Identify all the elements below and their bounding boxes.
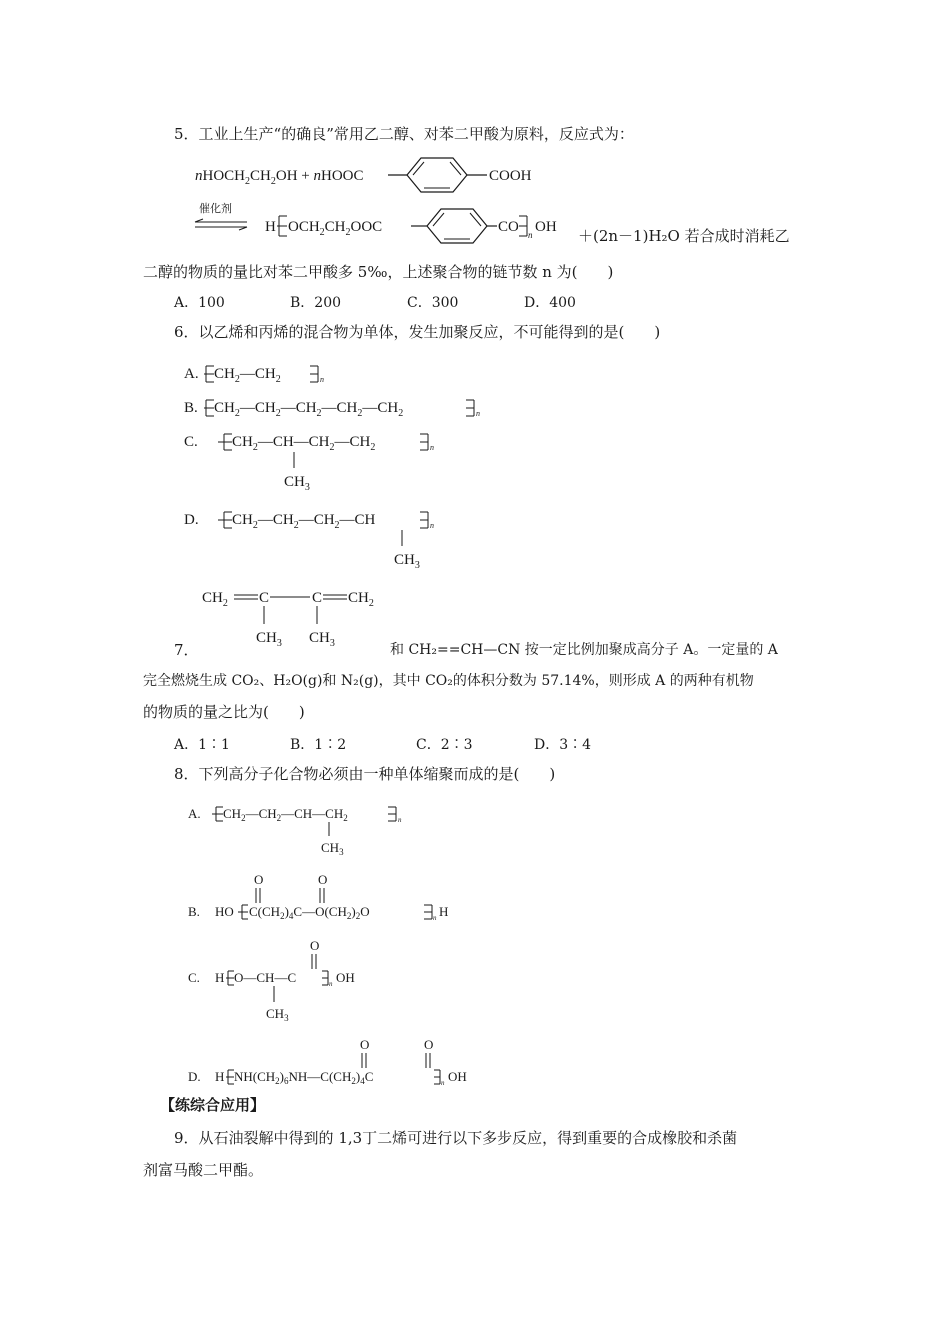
- q5-option-c[interactable]: C．300: [407, 295, 459, 311]
- q6-option-c[interactable]: [184, 426, 464, 496]
- q8-option-a[interactable]: [188, 800, 428, 860]
- svg-text:n: n: [528, 230, 533, 240]
- q6-option-a[interactable]: [184, 358, 364, 386]
- q8-option-d[interactable]: [188, 1035, 488, 1090]
- svg-text:H: H: [215, 970, 225, 985]
- svg-text:O—CH—C: O—CH—C: [234, 970, 297, 985]
- svg-text:CH2—CH2—CH2—CH: $CH_2—CH_2—CH_2—CH$: [232, 512, 376, 531]
- svg-text:NH(CH2)6NH—C(CH2)4C: $NH(CH_2)_6NH—C(CH_2)_4C$: [234, 1069, 374, 1086]
- catalyst-label: 催化剂: [199, 203, 232, 215]
- benzene-ring-icon: [407, 158, 467, 192]
- q5-byproduct: ＋(2n－1)H₂O 若合成时消耗乙: [578, 227, 790, 245]
- svg-text:C: C: [312, 590, 323, 606]
- svg-text:D.: D.: [184, 512, 199, 528]
- svg-text:CH2—CH2: $CH_2—CH_2$: [214, 366, 281, 385]
- svg-text:OCH2CH2OOC: $OCH_2CH_2OOC$: [288, 219, 383, 238]
- svg-text:H: H: [215, 1069, 225, 1084]
- svg-text:n: n: [398, 816, 402, 824]
- svg-text:D.: D.: [188, 1069, 201, 1084]
- svg-text:nHOCH2CH2OH + nHOOC: $nHOCH_2CH_2OH$ + nHOOC: [195, 168, 364, 187]
- svg-text:OH: OH: [336, 970, 355, 985]
- svg-text:C: C: [259, 590, 270, 606]
- q5-option-a[interactable]: A．100: [174, 295, 225, 311]
- svg-text:CH3: $CH_3$: [321, 840, 344, 857]
- svg-text:C.: C.: [184, 434, 198, 450]
- q5-product-formula: [195, 200, 595, 250]
- benzene-ring-icon: [427, 209, 487, 243]
- svg-text:OH: OH: [448, 1069, 467, 1084]
- svg-text:CH3: $CH_3$: [284, 474, 310, 493]
- svg-text:CH3: $CH_3$: [394, 552, 420, 571]
- q7-stem: 和 CH₂==CH—CN 按一定比例加聚成高分子 A。一定量的 A: [390, 642, 778, 658]
- svg-text:n: n: [430, 443, 434, 452]
- q7-option-c[interactable]: C．2∶3: [416, 737, 473, 753]
- q7-monomer-formula: [202, 582, 392, 652]
- q7-stem-line2: 完全燃烧生成 CO₂、H₂O(g)和 N₂(g)，其中 CO₂的体积分数为 57.14%，则形成 A 的两种有机物: [143, 673, 754, 689]
- svg-text:CH2—CH2—CH—CH2: $CH_2—CH_2—CH—CH_2$: [223, 806, 348, 823]
- q9-stem-line2: 剂富马酸二甲酯。: [143, 1161, 264, 1179]
- svg-text:O: O: [318, 872, 328, 887]
- svg-text:A.: A.: [184, 366, 199, 382]
- section-heading: 【练综合应用】: [160, 1096, 266, 1114]
- q7-option-a[interactable]: A．1∶1: [174, 737, 230, 753]
- svg-text:H: H: [439, 904, 449, 919]
- svg-text:H: H: [265, 219, 276, 235]
- svg-text:n: n: [441, 1079, 445, 1087]
- svg-text:COOH: COOH: [489, 168, 532, 184]
- q6-option-d[interactable]: [184, 504, 464, 574]
- svg-text:O: O: [360, 1037, 370, 1052]
- q5-reactant-formula: [195, 150, 555, 200]
- svg-text:CH3: $CH_3$: [256, 630, 282, 649]
- svg-text:n: n: [476, 409, 480, 418]
- svg-text:HO: HO: [215, 904, 234, 919]
- svg-text:OH: OH: [535, 219, 557, 235]
- svg-text:n: n: [320, 375, 324, 384]
- svg-text:CH3: $CH_3$: [266, 1006, 289, 1023]
- q8-option-c[interactable]: [188, 936, 388, 1026]
- q7-stem-line3: 的物质的量之比为( ): [143, 703, 305, 721]
- svg-text:CH2—CH2—CH2—CH2—CH2: $CH_2—CH_2—CH_2—CH_2—CH_2$: [214, 400, 404, 419]
- q6-option-b[interactable]: [184, 392, 504, 420]
- svg-text:CH2—CH—CH2—CH2: $CH_2—CH—CH_2—CH_2$: [232, 434, 376, 453]
- q7-number: 7．: [174, 641, 199, 659]
- q6-stem: 6．以乙烯和丙烯的混合物为单体，发生加聚反应，不可能得到的是( ): [174, 323, 661, 341]
- svg-text:O: O: [424, 1037, 434, 1052]
- q5-option-b[interactable]: B．200: [290, 295, 342, 311]
- q8-option-b[interactable]: [188, 870, 478, 925]
- svg-text:A.: A.: [188, 806, 201, 821]
- q5-stem-cont: 二醇的物质的量比对苯二甲酸多 5‰，上述聚合物的链节数 n 为( ): [143, 263, 614, 281]
- svg-text:CO: CO: [498, 219, 519, 235]
- svg-text:CH2: $CH_2$: [348, 590, 374, 609]
- svg-text:n: n: [433, 914, 437, 922]
- q5-option-d[interactable]: D．400: [524, 295, 576, 311]
- svg-text:CH3: $CH_3$: [309, 630, 335, 649]
- svg-text:C.: C.: [188, 970, 200, 985]
- q7-option-b[interactable]: B．1∶2: [290, 737, 347, 753]
- svg-text:n: n: [430, 521, 434, 530]
- q5-stem: 5．工业上生产“的确良”常用乙二醇、对苯二甲酸为原料，反应式为：: [174, 125, 634, 143]
- q9-stem-line1: 9．从石油裂解中得到的 1,3丁二烯可进行以下多步反应，得到重要的合成橡胶和杀菌: [174, 1129, 738, 1147]
- svg-text:C(CH2)4C—O(CH2)2O: $C(CH_2)_4C—O(CH_2)_2O$: [249, 904, 370, 921]
- svg-text:O: O: [310, 938, 320, 953]
- q8-stem: 8．下列高分子化合物必须由一种单体缩聚而成的是( ): [174, 765, 556, 783]
- q7-option-d[interactable]: D．3∶4: [534, 737, 592, 753]
- svg-text:O: O: [254, 872, 264, 887]
- svg-text:B.: B.: [184, 400, 198, 416]
- svg-text:B.: B.: [188, 904, 200, 919]
- svg-text:CH2: $CH_2$: [202, 590, 228, 609]
- svg-text:n: n: [329, 980, 333, 988]
